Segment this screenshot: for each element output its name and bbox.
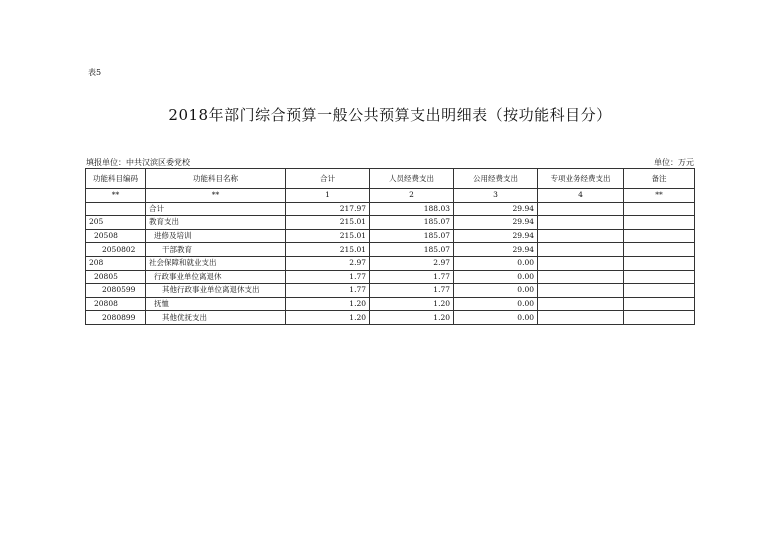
note-cell [624,256,695,270]
code-cell: 2080599 [86,284,146,298]
note-cell [624,284,695,298]
code-cell: 20508 [86,229,146,243]
total-cell: 1.77 [286,284,370,298]
note-cell [624,297,695,311]
note-cell [624,229,695,243]
total-cell: 217.97 [286,202,370,216]
personnel-cell: 1.20 [370,297,454,311]
total-cell: 1.77 [286,270,370,284]
index-cell: ** [624,189,695,203]
personnel-cell: 188.03 [370,202,454,216]
document-title: 2018年部门综合预算一般公共预算支出明细表（按功能科目分） [168,106,612,124]
name-cell: 合计 [146,202,286,216]
name-cell: 其他行政事业单位离退休支出 [146,284,286,298]
table-row [86,311,695,325]
column-header: 合计 [286,169,370,189]
public-cell: 0.00 [454,297,538,311]
total-cell: 2.97 [286,256,370,270]
special-cell [538,243,624,257]
name-cell: 行政事业单位离退休 [146,270,286,284]
special-cell [538,270,624,284]
personnel-cell: 1.20 [370,311,454,325]
public-cell: 0.00 [454,284,538,298]
name-cell: 干部教育 [146,243,286,257]
table-number-label: 表5 [88,68,102,77]
code-cell: 20808 [86,297,146,311]
index-cell: 4 [538,189,624,203]
public-cell: 29.94 [454,229,538,243]
table-row [86,270,695,284]
public-cell: 29.94 [454,243,538,257]
special-cell [538,216,624,230]
note-cell [624,270,695,284]
column-header: 人员经费支出 [370,169,454,189]
column-header: 专项业务经费支出 [538,169,624,189]
total-cell: 1.20 [286,311,370,325]
index-row [86,189,695,203]
public-cell: 0.00 [454,311,538,325]
personnel-cell: 1.77 [370,270,454,284]
column-header: 备注 [624,169,695,189]
name-cell: 教育支出 [146,216,286,230]
personnel-cell: 185.07 [370,216,454,230]
name-cell: 抚恤 [146,297,286,311]
index-cell: ** [146,189,286,203]
currency-unit: 单位：万元 [654,158,694,167]
public-cell: 29.94 [454,202,538,216]
public-cell: 0.00 [454,270,538,284]
total-cell: 215.01 [286,243,370,257]
name-cell: 社会保障和就业支出 [146,256,286,270]
public-cell: 0.00 [454,256,538,270]
table-row [86,297,695,311]
column-header: 功能科目名称 [146,169,286,189]
special-cell [538,256,624,270]
table-row [86,216,695,230]
code-cell [86,202,146,216]
table-row [86,229,695,243]
code-cell: 2050802 [86,243,146,257]
table-row [86,202,695,216]
special-cell [538,229,624,243]
index-cell: 2 [370,189,454,203]
special-cell [538,202,624,216]
code-cell: 208 [86,256,146,270]
note-cell [624,243,695,257]
index-cell: 1 [286,189,370,203]
column-header: 公用经费支出 [454,169,538,189]
personnel-cell: 185.07 [370,243,454,257]
index-cell: ** [86,189,146,203]
note-cell [624,202,695,216]
total-cell: 1.20 [286,297,370,311]
table-row [86,243,695,257]
index-cell: 3 [454,189,538,203]
total-cell: 215.01 [286,229,370,243]
special-cell [538,311,624,325]
expenditure-table [85,168,695,325]
reporting-unit: 填报单位：中共汉滨区委党校 [86,158,190,167]
name-cell: 进修及培训 [146,229,286,243]
code-cell: 20805 [86,270,146,284]
note-cell [624,216,695,230]
public-cell: 29.94 [454,216,538,230]
total-cell: 215.01 [286,216,370,230]
code-cell: 205 [86,216,146,230]
name-cell: 其他优抚支出 [146,311,286,325]
table-row [86,256,695,270]
note-cell [624,311,695,325]
personnel-cell: 2.97 [370,256,454,270]
code-cell: 2080899 [86,311,146,325]
special-cell [538,297,624,311]
personnel-cell: 1.77 [370,284,454,298]
header-row [86,169,695,189]
column-header: 功能科目编码 [86,169,146,189]
special-cell [538,284,624,298]
table-row [86,284,695,298]
personnel-cell: 185.07 [370,229,454,243]
